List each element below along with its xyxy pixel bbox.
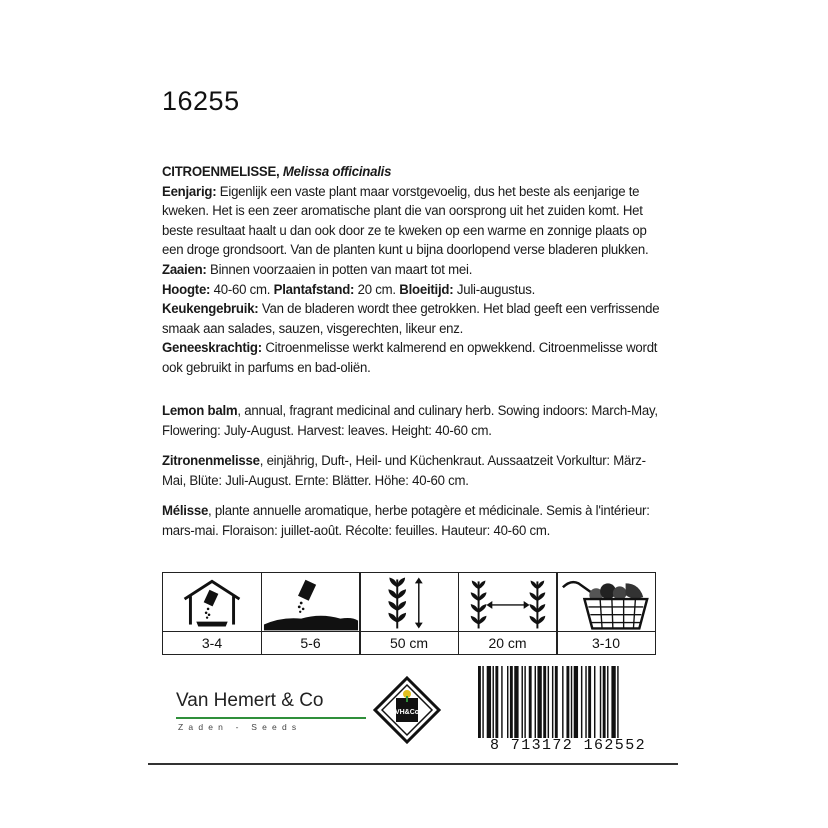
barcode-bar [574, 666, 578, 738]
logo-text: VH&Co [394, 709, 420, 716]
product-code: 16255 [162, 86, 240, 116]
english-description [162, 402, 664, 441]
plant-spacing-icon [459, 573, 557, 631]
en-name: Lemon balm [162, 403, 238, 419]
barcode-bar [537, 666, 541, 738]
barcode-bar [603, 666, 606, 738]
barcode-icon [476, 666, 666, 738]
nl-zaaien-label: Zaaien: [162, 261, 207, 278]
plant-spacing-label: 20 cm [488, 635, 527, 651]
barcode-bar [524, 666, 525, 738]
icon-cell-outdoor-sowing [261, 572, 361, 655]
barcode-bar [548, 666, 549, 738]
barcode-bar [535, 666, 536, 738]
barcode-bar [566, 666, 569, 738]
nl-keuken-label: Keukengebruik: [162, 301, 259, 318]
icon-cell-plant-height [359, 572, 459, 655]
barcode-bar [522, 666, 523, 738]
barcode-bar [510, 666, 513, 738]
icon-cell-plant-spacing [458, 572, 558, 655]
barcode-bar [562, 666, 563, 738]
indoor-sowing-label: 3-4 [201, 635, 223, 651]
nl-eenjarig-label: Eenjarig: [162, 183, 217, 200]
barcode-bar [594, 666, 595, 738]
barcode-bar [501, 666, 502, 738]
barcode-bar [507, 666, 508, 738]
nl-hoogte-text: 40-60 cm. [210, 281, 274, 298]
icon-cell-indoor-sowing [162, 572, 262, 655]
barcode-bar [555, 666, 558, 738]
nl-zaaien-text: Binnen voorzaaien in potten van maart tot mei. [206, 261, 473, 278]
bottom-rule [148, 763, 678, 765]
outdoor-sowing-label: 5-6 [300, 635, 321, 651]
brand-tagline: Zaden - Seeds [178, 722, 302, 732]
outdoor-sowing-icon [262, 573, 360, 631]
nl-genees-label: Geneeskrachtig: [162, 340, 262, 357]
barcode-bar [552, 666, 553, 738]
fr-text: , plante annuelle aromatique, herbe potagère et médicinale. Semis à l'intérieur: mars-mai. Floraison: juillet-août. Récolte: feuilles. Hauteur: 40-60 cm. [162, 503, 650, 539]
brand-name: Van Hemert & Co [176, 690, 324, 711]
nl-genees-text: Citroenmelisse werkt kalmerend en opwekkend. Citroenmelisse wordt ook gebruikt in parfums en bad-oliën. [162, 340, 658, 376]
barcode-bar [611, 666, 615, 738]
fr-name: Mélisse [162, 503, 209, 519]
barcode-bar [585, 666, 586, 738]
de-text: , einjährig, Duft-, Heil- und Küchenkraut. Aussaatzeit Vorkultur: März-Mai, Blüte: Juli-August. Ernte: Blätter. Höhe: 40-60 cm. [162, 453, 646, 489]
barcode-bar [495, 666, 498, 738]
en-text: , annual, fragrant medicinal and culinary herb. Sowing indoors: March-May, Flowering: July-August. Harvest: leaves. Height: 40-60 cm. [162, 403, 658, 439]
nl-bloeitijd-text: Juli-augustus. [453, 281, 536, 298]
plant-height-icon [360, 573, 458, 631]
barcode-bar [514, 666, 518, 738]
icon-cell-harvest [556, 572, 656, 655]
barcode-number: 8 713172 162552 [489, 737, 647, 754]
nl-latin-name: Melissa officinalis [279, 164, 392, 180]
german-description [162, 452, 664, 491]
nl-bloeitijd-label: Bloeitijd: [399, 281, 454, 298]
nl-keuken-text: Van de bladeren wordt thee getrokken. Het blad geeft een verfrissende smaak aan salades, sauzen, visgerechten, likeur enz. [162, 301, 660, 337]
barcode-bar [493, 666, 494, 738]
nl-plantafstand-label: Plantafstand: [273, 281, 355, 298]
brand-underline [176, 717, 366, 719]
barcode-bar [487, 666, 491, 738]
nl-title: CITROENMELISSE, [162, 164, 280, 180]
barcode-bar [600, 666, 601, 738]
barcode-bar [607, 666, 608, 738]
nl-eenjarig-text: Eigenlijk een vaste plant maar vorstgevoelig, dus het beste als eenjarige te kweken. Het is een zeer aromatische plant die van oorsprong uit het zuiden komt. Het beste resultaat haalt u dan ook door ze te kweken op een warme en zonnige plaats op een droge grondsoort. Van de planten kunt u bijna doorlopend verse bladeren plukken. [162, 183, 649, 259]
barcode-bar [482, 666, 483, 738]
indoor-sowing-icon [163, 573, 261, 631]
nl-hoogte-label: Hoogte: [162, 281, 211, 298]
barcode-bar [478, 666, 481, 738]
barcode-bar [529, 666, 532, 738]
plant-height-label: 50 cm [389, 635, 429, 651]
brand-logo-icon [373, 676, 441, 744]
barcode-bar [617, 666, 618, 738]
barcode-bar [581, 666, 582, 738]
barcode-bar [543, 666, 546, 738]
french-description [162, 502, 664, 541]
harvest-label: 3-10 [591, 635, 621, 651]
harvest-basket-icon [557, 573, 655, 631]
barcode-bar [571, 666, 572, 738]
barcode-bar [588, 666, 591, 738]
dutch-description [162, 163, 664, 379]
sowing-icons-strip [162, 572, 655, 655]
nl-plantafstand-text: 20 cm. [354, 281, 400, 298]
de-name: Zitronenmelisse [162, 453, 260, 469]
